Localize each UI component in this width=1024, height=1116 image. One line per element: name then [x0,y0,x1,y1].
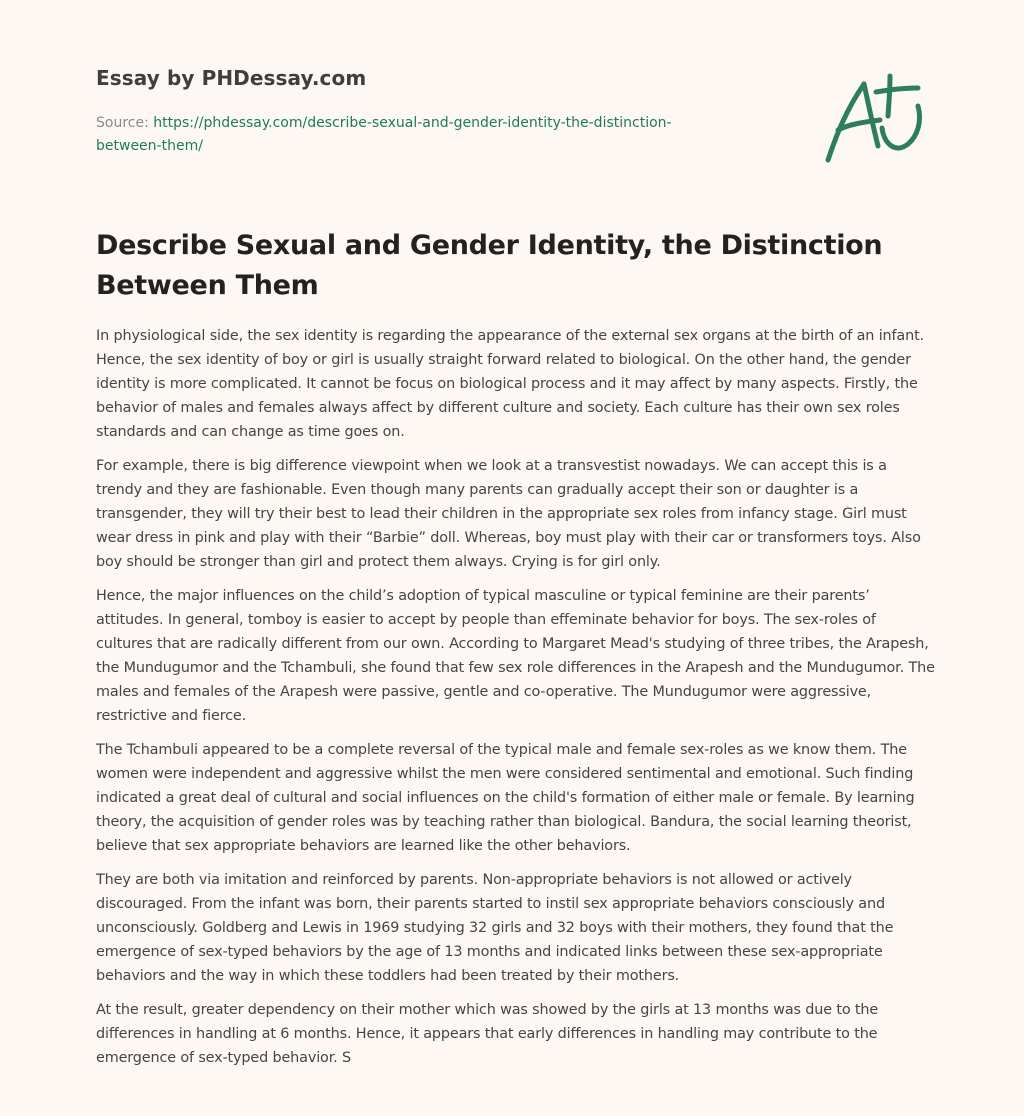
essay-paragraph: For example, there is big difference viewpoint when we look at a transvestist nowadays. We can accept this is a trendy and they are fashionable. Even though many parents can gradually accept their son or daughter is a transgender, they will try their best to lead their children in the appropriate sex roles from infancy stage. Girl must wear dress in pink and play with their “Barbie” doll. Whereas, boy must play with their car or transformers toys. Also boy should be stronger than girl and protect them always. Crying is for girl only. [96,458,921,570]
source-line [96,112,736,158]
page-title: Describe Sexual and Gender Identity, the Distinction Between Them [96,230,883,301]
essay-body [96,324,936,1080]
essay-paragraph: The Tchambuli appeared to be a complete reversal of the typical male and female sex-roles as we know them. The women were independent and aggressive whilst the men were considered sentimental and emotional. Such finding indicated a great deal of cultural and social influences on the child's formation of either male or female. By learning theory, the acquisition of gender roles was by teaching rather than biological. Bandura, the social learning theorist, believe that sex appropriate behaviors are learned like the other behaviors. [96,742,915,854]
essay-paragraph: At the result, greater dependency on their mother which was showed by the girls at 13 months was due to the differences in handling at 6 months. Hence, it appears that early differences in handling may contribute to the emergence of sex-typed behavior. S [96,1002,879,1066]
essay-paragraph: Hence, the major influences on the child’s adoption of typical masculine or typical feminine are their parents’ attitudes. In general, tomboy is easier to accept by people than effeminate behavior for boys. The sex-roles of cultures that are radically different from our own. According to Margaret Mead's studying of three tribes, the Arapesh, the Mundugumor and the Tchambuli, she found that few sex role differences in the Arapesh and the Mundugumor. The males and females of the Arapesh were passive, gentle and co-operative. The Mundugumor were aggressive, restrictive and fierce. [96,588,935,724]
essay-paragraph: They are both via imitation and reinforced by parents. Non-appropriate behaviors is not allowed or actively discouraged. From the infant was born, their parents started to instil sex appropriate behaviors consciously and unconsciously. Goldberg and Lewis in 1969 studying 32 girls and 32 boys with their mothers, they found that the emergence of sex-typed behaviors by the age of 13 months and indicated links between these sex-appropriate behaviors and the way in which these toddlers had been treated by their mothers. [96,872,894,984]
brand-name: Essay by PHDessay.com [96,66,367,90]
source-label: Source: [96,115,154,131]
a-plus-logo-icon [824,70,928,164]
essay-paragraph: In physiological side, the sex identity is regarding the appearance of the external sex organs at the birth of an infant. Hence, the sex identity of boy or girl is usually straight forward related to biological. On the other hand, the gender identity is more complicated. It cannot be focus on biological process and it may affect by many aspects. Firstly, the behavior of males and females always affect by different culture and society. Each culture has their own sex roles standards and can change as time goes on. [96,328,924,440]
source-link[interactable]: https://phdessay.com/describe-sexual-and-gender-identity-the-distinction-between-them/ [96,115,672,154]
